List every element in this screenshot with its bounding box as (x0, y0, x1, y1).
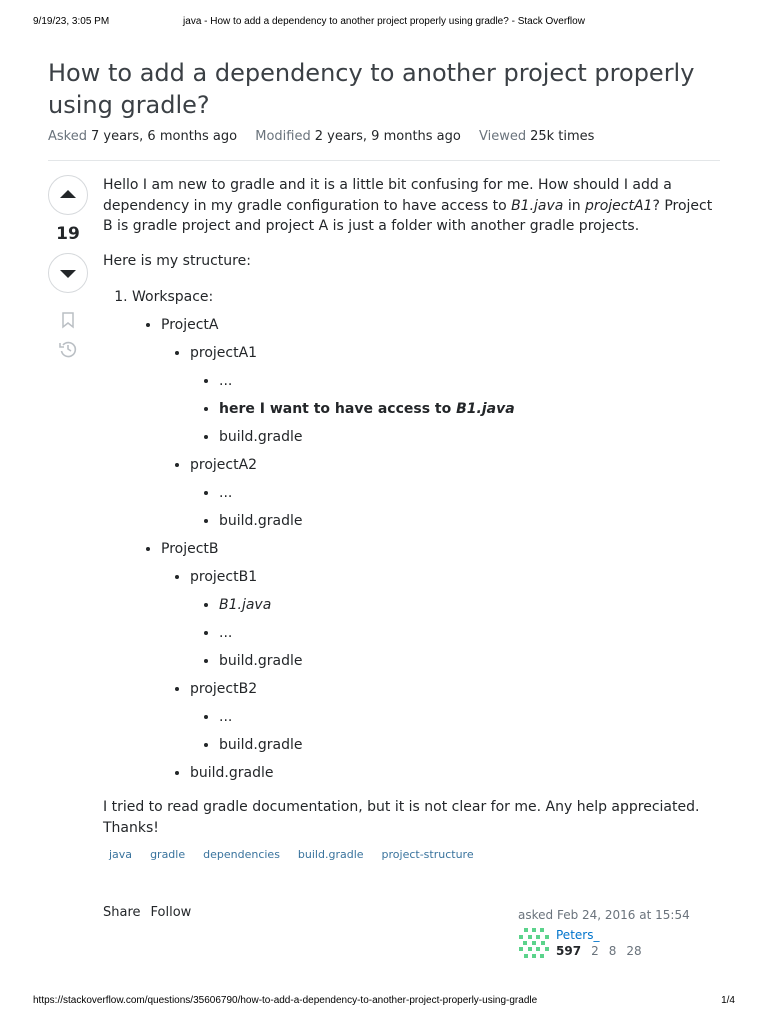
downvote-icon (59, 264, 77, 282)
vote-count: 19 (56, 224, 80, 244)
tag-java[interactable]: java (103, 845, 138, 865)
owner-name[interactable]: Peters_ (556, 928, 600, 942)
owner-reputation: 597 (556, 944, 582, 958)
tag-dependencies[interactable]: dependencies (197, 845, 286, 865)
bookmark-icon (60, 311, 76, 329)
bookmark-button[interactable] (48, 311, 88, 331)
badge-count-1: 2 (591, 944, 599, 958)
closing-paragraph: I tried to read gradle documentation, but it is not clear for me. Any help appreciated. Thanks! (103, 799, 700, 836)
downvote-button[interactable] (48, 253, 88, 293)
list-item: • build.gradle (219, 647, 713, 675)
list-item: 1. Workspace: • ProjectA • projectA1 • ... • here I want to have access to B1.java • build.gradle • projectA2 • ... • build.gradle • ProjectB • projectB1 • B1.java • ... • build.gradle • projectB2 • ... • build.gradle • build.gradle (132, 283, 713, 787)
list-item: • here I want to have access to B1.java (219, 395, 713, 423)
history-icon (58, 339, 78, 359)
owner-card (518, 907, 718, 959)
post-actions (103, 905, 191, 920)
vote-cell (48, 175, 88, 359)
list-item: • ProjectA • projectA1 • ... • here I want to have access to B1.java • build.gradle • projectA2 • ... • build.gradle (161, 311, 713, 535)
asked-label: Asked (48, 129, 87, 144)
tag-project-structure[interactable]: project-structure (376, 845, 480, 865)
list-item: • ... (219, 367, 713, 395)
list-item: • B1.java (219, 591, 713, 619)
list-item: • projectA1 • ... • here I want to have access to B1.java • build.gradle (190, 339, 713, 451)
structure-list (103, 283, 713, 787)
badge-count-3: 28 (626, 944, 642, 958)
list-item: • projectB1 • B1.java • ... • build.gradle (190, 563, 713, 675)
share-link[interactable]: Share (103, 905, 141, 920)
asked-value: 7 years, 6 months ago (90, 129, 238, 144)
print-footer (33, 995, 735, 1009)
question-meta (48, 129, 608, 144)
header-divider (48, 160, 720, 161)
asked-date: asked Feb 24, 2016 at 15:54 (518, 908, 690, 922)
print-timestamp: 9/19/23, 3:05 PM (33, 16, 110, 27)
list-item: • build.gradle (219, 507, 713, 535)
modified-label: Modified (255, 129, 311, 144)
print-page-number: 1/4 (721, 995, 735, 1006)
tag-gradle[interactable]: gradle (144, 845, 191, 865)
list-item: • build.gradle (190, 759, 713, 787)
print-header (33, 16, 735, 30)
viewed-label: Viewed (479, 129, 527, 144)
follow-link[interactable]: Follow (150, 905, 192, 920)
list-item: • build.gradle (219, 423, 713, 451)
intro-paragraph: Hello I am new to gradle and it is a little bit confusing for me. How should I add a dependency in my gradle configuration to have access to B1.java in projectA1? Project B is gradle project and project A is just a folder with another gradle projects. (103, 177, 713, 234)
upvote-icon (59, 186, 77, 204)
list-item: • ... (219, 619, 713, 647)
list-item: • build.gradle (219, 731, 713, 759)
list-item: • ... (219, 703, 713, 731)
history-button[interactable] (48, 339, 88, 359)
question-title[interactable]: How to add a dependency to another project properly using gradle? (48, 59, 695, 119)
list-item: • ... (219, 479, 713, 507)
list-item: • projectB2 • ... • build.gradle (190, 675, 713, 759)
print-url: https://stackoverflow.com/questions/35606790/how-to-add-a-dependency-to-another-project-properly-using-gradle (33, 995, 538, 1006)
tag-build-gradle[interactable]: build.gradle (292, 845, 370, 865)
identicon-avatar[interactable] (518, 927, 550, 959)
badge-count-2: 8 (608, 944, 617, 958)
structure-label: Here is my structure: (103, 252, 251, 269)
upvote-button[interactable] (48, 175, 88, 215)
tag-list (103, 845, 480, 865)
list-item: • ProjectB • projectB1 • B1.java • ... • build.gradle • projectB2 • ... • build.gradle • build.gradle (161, 535, 713, 787)
list-item: • projectA2 • ... • build.gradle (190, 451, 713, 535)
modified-value: 2 years, 9 months ago (314, 129, 461, 144)
viewed-value: 25k times (530, 129, 595, 144)
question-body (103, 175, 713, 852)
print-page-title: java - How to add a dependency to another project properly using gradle? - Stack Overflow (183, 16, 585, 27)
